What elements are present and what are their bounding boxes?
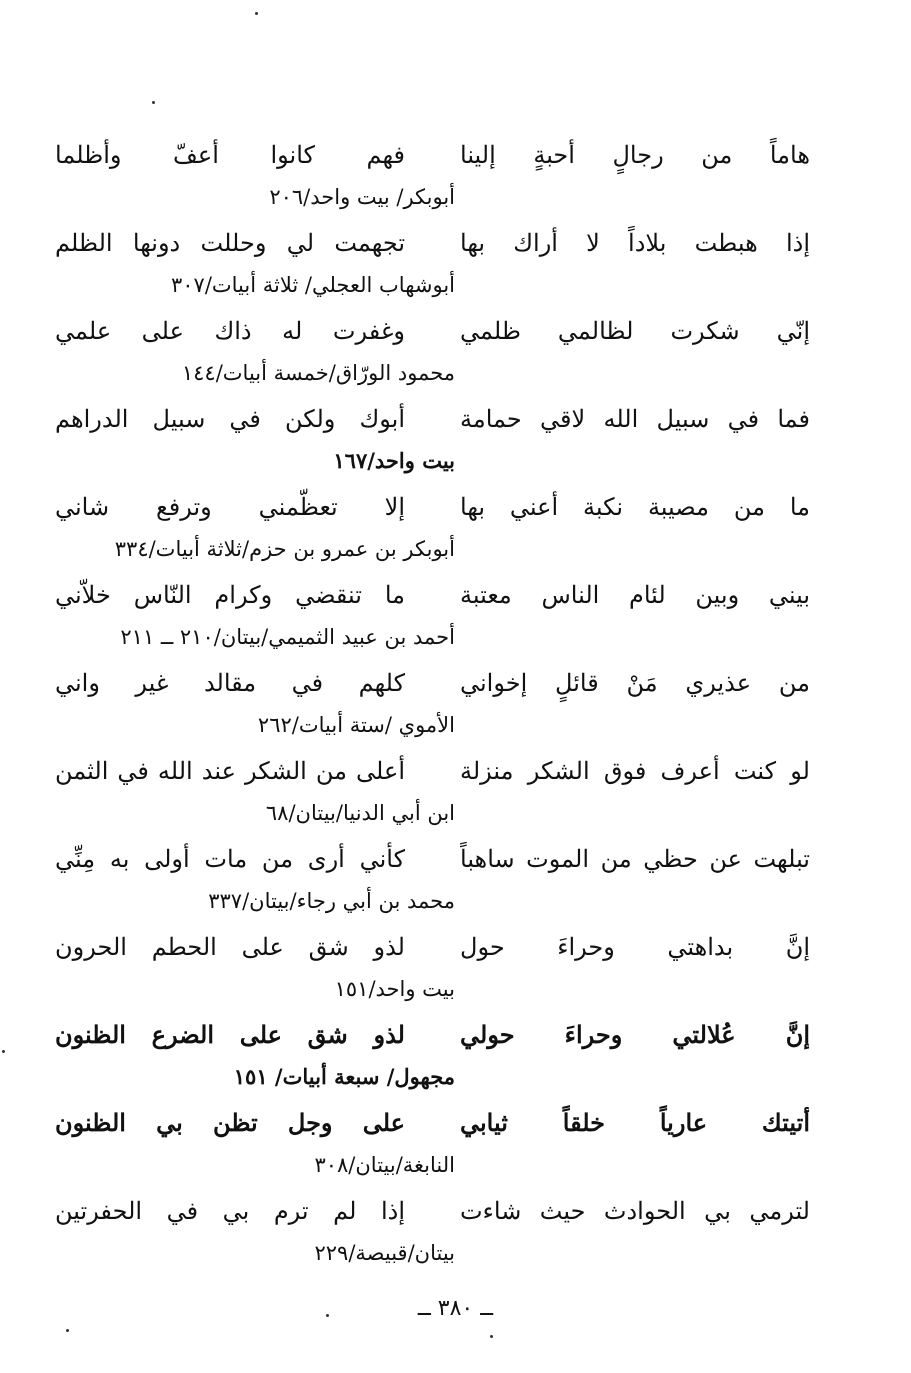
verse-line [55,397,810,441]
poem-entry [55,661,810,749]
verse-source: النابغة/بيتان/٣٠٨ [314,1153,455,1177]
verse-first-hemistich: تبلهت عن حظي من الموت ساهباً [460,845,810,873]
verse-second-hemistich: أعلى من الشكر عند الله في الثمن [55,757,405,785]
verse-source: أبوبكر/ بيت واحد/٢٠٦ [269,185,455,209]
verse-line [55,485,810,529]
verse-second-hemistich: على وجل تظن بي الظنون [55,1108,405,1137]
verse-first-hemistich: فما في سبيل الله لاقي حمامة [460,405,810,433]
verse-second-hemistich: إذا لم ترم بي في الحفرتين [55,1197,405,1225]
verse-line [55,925,810,969]
verse-line [55,661,810,705]
verse-first-hemistich: إذا هبطت بلاداً لا أراك بها [460,229,810,257]
scan-speck [490,1335,493,1338]
verse-second-hemistich: كلهم في مقالد غير واني [55,669,405,697]
page-number: ــ ٣٨٠ ــ [417,1296,494,1321]
verse-first-hemistich: بيني وبين لئام الناس معتبة [460,581,810,609]
verse-line [55,133,810,177]
verse-source: ابن أبي الدنيا/بيتان/٦٨ [265,801,455,825]
verse-source: مجهول/ سبعة أبيات/ ١٥١ [233,1064,455,1089]
verse-second-hemistich: تجهمت لي وحللت دونها الظلم [55,229,405,257]
verse-first-hemistich: ما من مصيبة نكبة أعني بها [460,493,810,521]
verse-second-hemistich: ما تنقضي وكرام النّاس خلاّني [55,581,405,609]
poem-entry [55,1101,810,1189]
verse-second-hemistich: لذو شق على الضرع الظنون [55,1020,405,1049]
scan-speck [66,1329,69,1332]
verse-first-hemistich: إنّي شكرت لظالمي ظلمي [460,317,810,345]
scan-speck [2,1050,5,1053]
verse-first-hemistich: إنَّ عُلالتي وحراءَ حولي [460,1020,810,1049]
verse-source: أبوبكر بن عمرو بن حزم/ثلاثة أبيات/٣٣٤ [114,537,455,561]
poem-entry [55,485,810,573]
verse-first-hemistich: إنَّ بداهتي وحراءَ حول [460,933,810,961]
verse-source: بيت واحد/١٦٧ [333,448,455,473]
poem-entry [55,397,810,485]
verse-second-hemistich: فهم كانوا أعفّ وأظلما [55,141,405,169]
poem-entry [55,1189,810,1277]
scan-speck [326,1314,329,1317]
verse-first-hemistich: من عذيري مَنْ قائلٍ إخواني [460,669,810,697]
poem-entry [55,573,810,661]
verse-source: محمد بن أبي رجاء/بيتان/٣٣٧ [208,889,455,913]
verse-source: أبوشهاب العجلي/ ثلاثة أبيات/٣٠٧ [170,273,455,297]
verse-first-hemistich: لترمي بي الحوادث حيث شاءت [460,1197,810,1225]
verse-source: أحمد بن عبيد الثميمي/بيتان/٢١٠ ــ ٢١١ [120,625,455,649]
verse-second-hemistich: لذو شق على الحطم الحرون [55,933,405,961]
verse-line [55,1189,810,1233]
verse-second-hemistich: كأني أرى من مات أولى به مِنِّي [55,845,405,873]
verse-line [55,221,810,265]
verse-first-hemistich: لو كنت أعرف فوق الشكر منزلة [460,757,810,785]
verse-second-hemistich: أبوك ولكن في سبيل الدراهم [55,405,405,433]
poem-entry [55,925,810,1013]
verse-line [55,837,810,881]
verse-source: بيتان/قبيصة/٢٢٩ [314,1241,455,1265]
verse-source: الأموي /ستة أبيات/٢٦٢ [257,713,455,737]
verse-source: بيت واحد/١٥١ [334,977,455,1001]
poem-entry [55,133,810,221]
poem-entry [55,309,810,397]
verse-line [55,309,810,353]
verse-line [55,1013,810,1057]
verse-source: محمود الورّاق/خمسة أبيات/١٤٤ [181,361,455,385]
poem-entry [55,837,810,925]
verse-line [55,1101,810,1145]
poem-entry [55,221,810,309]
poem-entry [55,1013,810,1101]
verse-line [55,573,810,617]
scan-speck [255,12,258,15]
verse-first-hemistich: هاماً من رجالٍ أحبةٍ إلينا [460,141,810,169]
verse-second-hemistich: وغفرت له ذاك على علمي [55,317,405,345]
verse-second-hemistich: إلا تعظّمني وترفع شاني [55,493,405,521]
verse-line [55,749,810,793]
poem-entry [55,749,810,837]
scan-speck [152,101,155,104]
verse-first-hemistich: أتيتك عارياً خلقاً ثيابي [460,1108,810,1137]
